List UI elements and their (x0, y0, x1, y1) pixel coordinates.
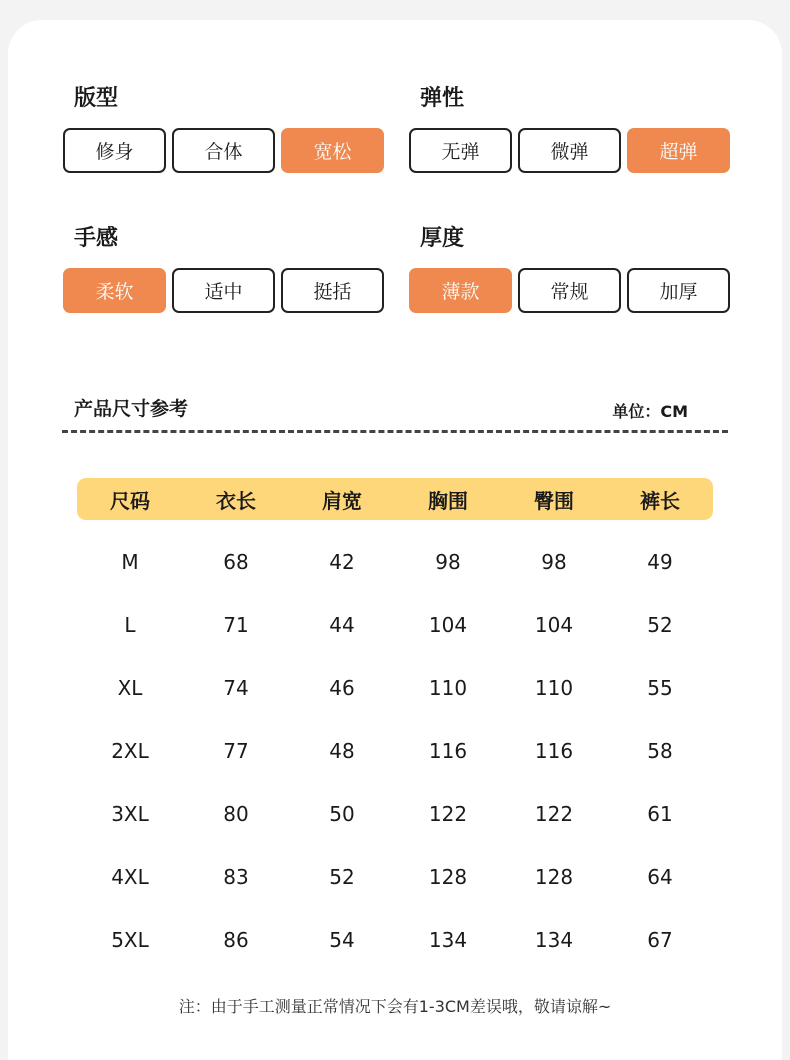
table-cell: 3XL (111, 802, 149, 826)
table-cell: 54 (329, 928, 355, 952)
table-cell: 77 (223, 739, 249, 763)
table-cell: 68 (223, 550, 249, 574)
table-cell: 2XL (111, 739, 149, 763)
fit-option-slim[interactable]: 修身 (63, 128, 166, 173)
thickness-option-thick[interactable]: 加厚 (627, 268, 730, 313)
table-row (77, 668, 713, 708)
table-cell: 128 (428, 865, 468, 889)
table-cell: 71 (223, 613, 249, 637)
table-cell: 110 (428, 676, 468, 700)
table-cell: 67 (647, 928, 673, 952)
thickness-option-thin[interactable]: 薄款 (409, 268, 512, 313)
table-cell: 50 (329, 802, 355, 826)
table-cell: 48 (329, 739, 355, 763)
elasticity-option-none[interactable]: 无弹 (409, 128, 512, 173)
table-cell: 104 (428, 613, 468, 637)
table-row (77, 605, 713, 645)
elasticity-attribute-group (420, 84, 740, 163)
table-cell: 5XL (111, 928, 149, 952)
table-row (77, 857, 713, 897)
elasticity-option-slight[interactable]: 微弹 (518, 128, 621, 173)
fit-option-regular[interactable]: 合体 (172, 128, 275, 173)
table-cell: 42 (329, 550, 355, 574)
thickness-options (409, 268, 730, 313)
table-cell: 4XL (111, 865, 149, 889)
table-cell: 52 (329, 865, 355, 889)
measurement-note: 注：由于手工测量正常情况下会有1-3CM差误哦，敬请谅解~ (178, 997, 612, 1016)
table-cell: 61 (647, 802, 673, 826)
thickness-attribute-group (420, 224, 740, 303)
table-cell: XL (117, 676, 143, 700)
elasticity-option-high[interactable]: 超弹 (627, 128, 730, 173)
thickness-title: 厚度 (420, 226, 465, 251)
table-cell: M (121, 550, 139, 574)
table-cell: 110 (534, 676, 574, 700)
table-cell: 98 (435, 550, 461, 574)
feel-options (63, 268, 384, 313)
fit-attribute-group (74, 84, 394, 163)
header-shoulder: 肩宽 (322, 488, 362, 513)
feel-title: 手感 (74, 226, 119, 251)
table-cell: 122 (428, 802, 468, 826)
table-cell: 134 (428, 928, 468, 952)
table-cell: 64 (647, 865, 673, 889)
header-length: 衣长 (216, 488, 256, 513)
table-cell: 122 (534, 802, 574, 826)
header-pants-length: 裤长 (640, 488, 680, 513)
header-hip: 臀围 (534, 488, 574, 513)
table-cell: 98 (541, 550, 567, 574)
product-card (8, 20, 782, 1060)
table-row (77, 542, 713, 582)
table-cell: 44 (329, 613, 355, 637)
table-cell: 104 (534, 613, 574, 637)
fit-option-loose[interactable]: 宽松 (281, 128, 384, 173)
table-cell: 55 (647, 676, 673, 700)
fit-options (63, 128, 384, 173)
table-row (77, 794, 713, 834)
table-cell: L (124, 613, 136, 637)
elasticity-title: 弹性 (420, 86, 465, 111)
table-cell: 116 (534, 739, 574, 763)
table-cell: 83 (223, 865, 249, 889)
table-cell: 74 (223, 676, 249, 700)
size-section-title: 产品尺寸参考 (74, 398, 189, 420)
table-cell: 52 (647, 613, 673, 637)
table-cell: 86 (223, 928, 249, 952)
feel-attribute-group (74, 224, 394, 303)
feel-option-stiff[interactable]: 挺括 (281, 268, 384, 313)
table-cell: 49 (647, 550, 673, 574)
feel-option-soft[interactable]: 柔软 (63, 268, 166, 313)
table-cell: 134 (534, 928, 574, 952)
feel-option-medium[interactable]: 适中 (172, 268, 275, 313)
size-table-header (77, 478, 713, 520)
table-cell: 46 (329, 676, 355, 700)
header-chest: 胸围 (428, 488, 468, 513)
thickness-option-regular[interactable]: 常规 (518, 268, 621, 313)
table-cell: 58 (647, 739, 673, 763)
table-cell: 128 (534, 865, 574, 889)
table-row (77, 731, 713, 771)
unit-label: 单位：CM (612, 402, 688, 421)
elasticity-options (409, 128, 730, 173)
header-size: 尺码 (110, 488, 150, 513)
fit-title: 版型 (74, 86, 119, 111)
table-cell: 80 (223, 802, 249, 826)
table-row (77, 920, 713, 960)
table-cell: 116 (428, 739, 468, 763)
dashed-divider (62, 430, 728, 433)
